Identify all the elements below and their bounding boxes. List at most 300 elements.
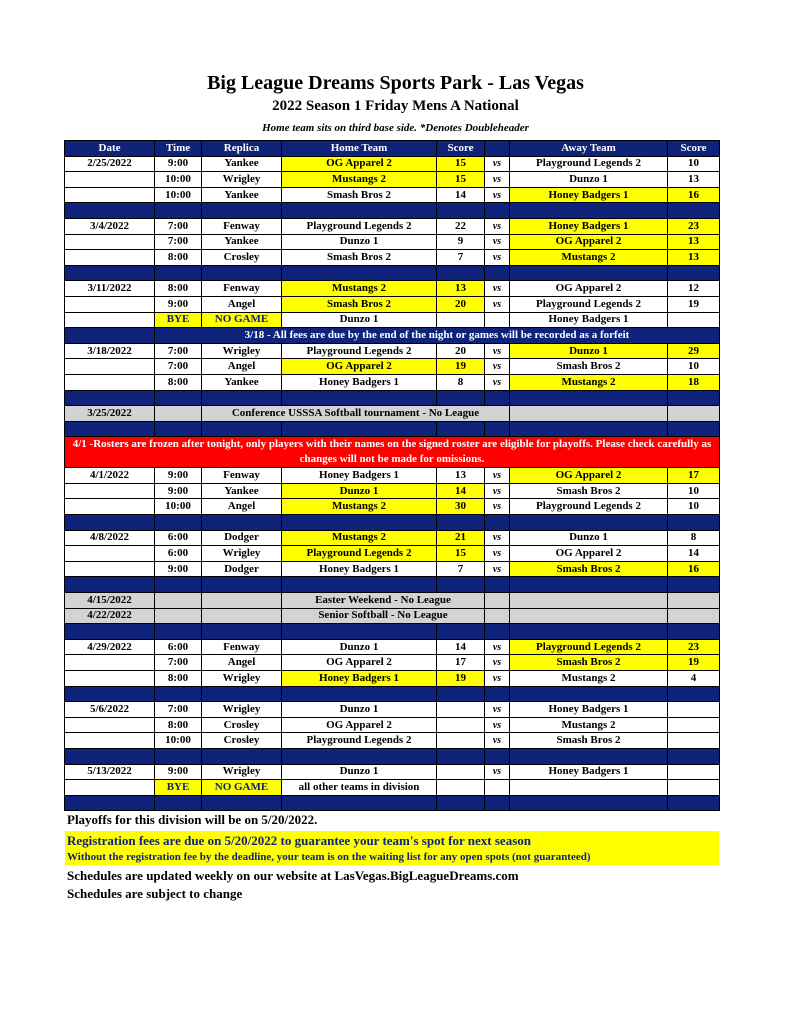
separator-cell	[202, 390, 282, 406]
separator-cell	[282, 203, 437, 219]
row-date	[65, 296, 155, 312]
row-home-score: 15	[437, 546, 485, 562]
row-date	[65, 312, 155, 328]
separator-cell	[65, 265, 155, 281]
row-home-score: 19	[437, 671, 485, 687]
game-row	[65, 281, 720, 297]
row-time: 7:00	[155, 218, 202, 234]
registration-notice: Registration fees are due on 5/20/2022 to guarantee your team's spot for next season	[67, 833, 531, 848]
separator-cell	[202, 421, 282, 437]
row-home-team: Honey Badgers 1	[282, 374, 437, 390]
row-home-team: OG Apparel 2	[282, 655, 437, 671]
row-replica: Angel	[202, 499, 282, 515]
separator-cell	[668, 421, 720, 437]
row-replica	[202, 593, 282, 609]
row-away-score: 13	[668, 172, 720, 188]
row-date	[65, 733, 155, 749]
separator-cell	[668, 624, 720, 640]
separator-cell	[65, 515, 155, 531]
row-time: 7:00	[155, 655, 202, 671]
separator-cell	[155, 577, 202, 593]
separator-cell	[282, 577, 437, 593]
no-league-text: Easter Weekend - No League	[282, 593, 485, 609]
row-date	[65, 187, 155, 203]
row-away-team: Smash Bros 2	[510, 655, 668, 671]
game-row	[65, 343, 720, 359]
row-replica	[202, 608, 282, 624]
row-replica: Fenway	[202, 639, 282, 655]
separator-cell	[510, 748, 668, 764]
row-time: 8:00	[155, 374, 202, 390]
row-time: 9:00	[155, 764, 202, 780]
row-home-team: Smash Bros 2	[282, 296, 437, 312]
row-home-score	[437, 733, 485, 749]
separator-cell	[668, 515, 720, 531]
separator-cell	[202, 265, 282, 281]
row-vs	[485, 780, 510, 796]
game-row	[65, 359, 720, 375]
row-replica: Wrigley	[202, 764, 282, 780]
row-away-team: Smash Bros 2	[510, 561, 668, 577]
separator-cell	[485, 515, 510, 531]
no-league-text: Conference USSSA Softball tournament - No League	[202, 406, 510, 422]
row-home-team: OG Apparel 2	[282, 717, 437, 733]
row-away-score: 10	[668, 156, 720, 172]
row-away-score	[668, 702, 720, 718]
separator-cell	[65, 203, 155, 219]
row-home-score: 20	[437, 343, 485, 359]
row-away-score: 23	[668, 639, 720, 655]
row-vs: vs	[485, 359, 510, 375]
notice-date-cell	[65, 328, 155, 344]
row-vs: vs	[485, 250, 510, 266]
row-home-team: Playground Legends 2	[282, 218, 437, 234]
row-date	[65, 671, 155, 687]
row-replica: Yankee	[202, 483, 282, 499]
row-away-team	[510, 608, 668, 624]
separator-cell	[510, 265, 668, 281]
row-time: 9:00	[155, 156, 202, 172]
row-home-score: 20	[437, 296, 485, 312]
row-home-score: 30	[437, 499, 485, 515]
column-header-home-score: Score	[437, 141, 485, 157]
row-home-team: Mustangs 2	[282, 499, 437, 515]
separator-cell	[437, 748, 485, 764]
separator-cell	[437, 265, 485, 281]
separator-cell	[485, 748, 510, 764]
separator-cell	[485, 390, 510, 406]
row-time: 7:00	[155, 359, 202, 375]
row-home-team: Dunzo 1	[282, 483, 437, 499]
row-home-score: 14	[437, 639, 485, 655]
separator-cell	[155, 686, 202, 702]
no-league-row	[65, 593, 720, 609]
row-vs: vs	[485, 156, 510, 172]
column-header-replica: Replica	[202, 141, 282, 157]
column-header-away-team: Away Team	[510, 141, 668, 157]
game-row	[65, 218, 720, 234]
row-away-team: OG Apparel 2	[510, 234, 668, 250]
row-away-team: Playground Legends 2	[510, 639, 668, 655]
waiting-list-notice: Without the registration fee by the deadline, your team is on the waiting list for any open spots (not guaranteed)	[67, 851, 591, 863]
no-league-row	[65, 608, 720, 624]
row-vs: vs	[485, 281, 510, 297]
playoffs-notice: Playoffs for this division will be on 5/20/2022.	[67, 812, 318, 827]
game-row	[65, 733, 720, 749]
row-replica: Wrigley	[202, 172, 282, 188]
separator-cell	[155, 421, 202, 437]
separator-cell	[437, 686, 485, 702]
row-time: 10:00	[155, 172, 202, 188]
row-away-team: Honey Badgers 1	[510, 187, 668, 203]
row-time: 8:00	[155, 717, 202, 733]
row-away-score	[668, 717, 720, 733]
game-row	[65, 374, 720, 390]
row-date: 3/4/2022	[65, 218, 155, 234]
game-row	[65, 483, 720, 499]
row-replica: Crosley	[202, 717, 282, 733]
row-home-team: Dunzo 1	[282, 312, 437, 328]
row-home-score: 13	[437, 468, 485, 484]
row-replica: Fenway	[202, 281, 282, 297]
row-away-team: Mustangs 2	[510, 717, 668, 733]
separator-cell	[485, 624, 510, 640]
row-home-score: 14	[437, 187, 485, 203]
bye-row	[65, 780, 720, 796]
row-away-team: Dunzo 1	[510, 172, 668, 188]
row-home-score	[437, 780, 485, 796]
column-header-away-score: Score	[668, 141, 720, 157]
row-time: 8:00	[155, 281, 202, 297]
separator-cell	[202, 515, 282, 531]
separator-cell	[155, 203, 202, 219]
row-date	[65, 561, 155, 577]
row-home-score: 14	[437, 483, 485, 499]
row-date	[65, 483, 155, 499]
row-home-team: Dunzo 1	[282, 234, 437, 250]
separator-cell	[668, 686, 720, 702]
row-home-team: OG Apparel 2	[282, 156, 437, 172]
row-away-score: 10	[668, 359, 720, 375]
row-home-team: Mustangs 2	[282, 530, 437, 546]
row-time: BYE	[155, 780, 202, 796]
row-date: 4/15/2022	[65, 593, 155, 609]
row-away-team: Honey Badgers 1	[510, 312, 668, 328]
row-away-score: 4	[668, 671, 720, 687]
separator-cell	[202, 686, 282, 702]
row-away-team: OG Apparel 2	[510, 468, 668, 484]
row-replica: Yankee	[202, 156, 282, 172]
separator-cell	[155, 390, 202, 406]
row-home-score	[437, 764, 485, 780]
separator-cell	[282, 624, 437, 640]
separator-cell	[485, 577, 510, 593]
row-replica: Angel	[202, 655, 282, 671]
row-time: 6:00	[155, 530, 202, 546]
separator-cell	[437, 795, 485, 811]
row-home-team: Honey Badgers 1	[282, 468, 437, 484]
row-home-team: Smash Bros 2	[282, 187, 437, 203]
row-replica: Yankee	[202, 234, 282, 250]
game-row	[65, 296, 720, 312]
table-header-row	[65, 141, 720, 157]
week-separator	[65, 265, 720, 281]
row-away-score: 29	[668, 343, 720, 359]
separator-cell	[485, 203, 510, 219]
column-header-vs	[485, 141, 510, 157]
row-vs: vs	[485, 671, 510, 687]
row-vs: vs	[485, 561, 510, 577]
separator-cell	[510, 203, 668, 219]
week-separator	[65, 624, 720, 640]
separator-cell	[485, 686, 510, 702]
page-subtitle: 2022 Season 1 Friday Mens A National	[272, 98, 519, 114]
week-separator	[65, 203, 720, 219]
row-away-score: 16	[668, 561, 720, 577]
row-home-team: Mustangs 2	[282, 172, 437, 188]
separator-cell	[510, 624, 668, 640]
schedule-table	[64, 140, 720, 811]
row-home-team: Playground Legends 2	[282, 546, 437, 562]
game-row	[65, 250, 720, 266]
row-replica: Angel	[202, 359, 282, 375]
row-home-score: 19	[437, 359, 485, 375]
row-time: 10:00	[155, 499, 202, 515]
row-home-score	[437, 717, 485, 733]
separator-cell	[282, 515, 437, 531]
row-away-score	[668, 406, 720, 422]
row-away-team: Dunzo 1	[510, 530, 668, 546]
week-separator	[65, 390, 720, 406]
row-time: 10:00	[155, 733, 202, 749]
row-away-team: Smash Bros 2	[510, 483, 668, 499]
row-vs: vs	[485, 530, 510, 546]
row-home-score: 21	[437, 530, 485, 546]
row-home-score: 9	[437, 234, 485, 250]
separator-cell	[155, 515, 202, 531]
game-row	[65, 499, 720, 515]
game-row	[65, 671, 720, 687]
separator-cell	[485, 795, 510, 811]
separator-cell	[282, 795, 437, 811]
row-time: BYE	[155, 312, 202, 328]
row-home-score	[437, 702, 485, 718]
row-time: 8:00	[155, 671, 202, 687]
row-away-team: Mustangs 2	[510, 374, 668, 390]
row-away-team: Honey Badgers 1	[510, 764, 668, 780]
row-away-score: 13	[668, 250, 720, 266]
row-date	[65, 717, 155, 733]
separator-cell	[65, 624, 155, 640]
row-home-score: 8	[437, 374, 485, 390]
game-row	[65, 234, 720, 250]
separator-cell	[155, 795, 202, 811]
change-notice: Schedules are subject to change	[67, 886, 243, 901]
row-time	[155, 608, 202, 624]
row-home-team: OG Apparel 2	[282, 359, 437, 375]
separator-cell	[65, 686, 155, 702]
separator-cell	[668, 748, 720, 764]
separator-cell	[155, 265, 202, 281]
row-vs: vs	[485, 343, 510, 359]
separator-cell	[668, 203, 720, 219]
separator-cell	[65, 795, 155, 811]
row-time: 6:00	[155, 639, 202, 655]
row-home-team: Honey Badgers 1	[282, 671, 437, 687]
row-away-score: 19	[668, 296, 720, 312]
separator-cell	[282, 748, 437, 764]
row-date	[65, 250, 155, 266]
row-date: 5/13/2022	[65, 764, 155, 780]
row-vs: vs	[485, 499, 510, 515]
row-home-score: 15	[437, 172, 485, 188]
week-separator	[65, 686, 720, 702]
game-row	[65, 468, 720, 484]
row-replica: Wrigley	[202, 343, 282, 359]
row-away-team: Playground Legends 2	[510, 499, 668, 515]
separator-cell	[65, 390, 155, 406]
website-notice: Schedules are updated weekly on our website at LasVegas.BigLeagueDreams.com	[67, 868, 519, 883]
week-separator	[65, 795, 720, 811]
row-vs	[485, 312, 510, 328]
row-time	[155, 406, 202, 422]
row-date	[65, 546, 155, 562]
row-home-team: Dunzo 1	[282, 702, 437, 718]
game-row	[65, 546, 720, 562]
row-vs	[485, 593, 510, 609]
game-row	[65, 156, 720, 172]
row-replica: Wrigley	[202, 671, 282, 687]
row-away-team	[510, 780, 668, 796]
row-away-score	[668, 608, 720, 624]
row-away-team	[510, 593, 668, 609]
row-vs: vs	[485, 639, 510, 655]
row-away-team: Playground Legends 2	[510, 296, 668, 312]
row-away-score: 23	[668, 218, 720, 234]
row-away-team: OG Apparel 2	[510, 546, 668, 562]
row-date: 3/11/2022	[65, 281, 155, 297]
row-home-score: 7	[437, 250, 485, 266]
schedule-body	[65, 156, 720, 811]
separator-cell	[65, 748, 155, 764]
row-home-team: all other teams in division	[282, 780, 437, 796]
notice-text: 3/18 - All fees are due by the end of the night or games will be recorded as a forfeit	[155, 328, 720, 344]
row-date	[65, 499, 155, 515]
row-vs: vs	[485, 546, 510, 562]
row-vs: vs	[485, 172, 510, 188]
row-replica: Yankee	[202, 187, 282, 203]
row-time	[155, 593, 202, 609]
row-away-score: 12	[668, 281, 720, 297]
row-away-team: Mustangs 2	[510, 671, 668, 687]
row-time: 6:00	[155, 546, 202, 562]
row-away-team: Honey Badgers 1	[510, 218, 668, 234]
row-date: 3/18/2022	[65, 343, 155, 359]
separator-cell	[202, 203, 282, 219]
separator-cell	[437, 624, 485, 640]
separator-cell	[510, 390, 668, 406]
week-separator	[65, 421, 720, 437]
row-home-team: Honey Badgers 1	[282, 561, 437, 577]
row-time: 7:00	[155, 343, 202, 359]
week-separator	[65, 748, 720, 764]
separator-cell	[155, 748, 202, 764]
row-replica: Wrigley	[202, 546, 282, 562]
bye-row	[65, 312, 720, 328]
row-replica: Yankee	[202, 374, 282, 390]
no-league-row	[65, 406, 720, 422]
row-replica: Dodger	[202, 561, 282, 577]
column-header-date: Date	[65, 141, 155, 157]
alert-text: 4/1 -Rosters are frozen after tonight, only players with their names on the signed roster are eligible for playoffs. Please check carefully as changes will not be made for omissions.	[65, 437, 720, 468]
row-date: 3/25/2022	[65, 406, 155, 422]
row-date: 4/8/2022	[65, 530, 155, 546]
separator-cell	[437, 577, 485, 593]
page-title: Big League Dreams Sports Park - Las Vegas	[207, 72, 584, 94]
game-row	[65, 717, 720, 733]
row-away-score	[668, 312, 720, 328]
row-away-team: Smash Bros 2	[510, 733, 668, 749]
row-home-team: Playground Legends 2	[282, 733, 437, 749]
separator-cell	[65, 577, 155, 593]
row-vs: vs	[485, 717, 510, 733]
separator-cell	[282, 421, 437, 437]
row-home-team: Playground Legends 2	[282, 343, 437, 359]
separator-cell	[668, 265, 720, 281]
separator-cell	[510, 795, 668, 811]
row-time: 9:00	[155, 561, 202, 577]
row-vs: vs	[485, 374, 510, 390]
row-home-score	[437, 312, 485, 328]
separator-cell	[437, 390, 485, 406]
row-home-team: Mustangs 2	[282, 281, 437, 297]
row-vs: vs	[485, 702, 510, 718]
column-header-time: Time	[155, 141, 202, 157]
separator-cell	[202, 577, 282, 593]
game-row	[65, 655, 720, 671]
week-separator	[65, 515, 720, 531]
separator-cell	[282, 265, 437, 281]
fee-notice-row	[65, 328, 720, 344]
week-separator	[65, 577, 720, 593]
row-date: 2/25/2022	[65, 156, 155, 172]
game-row	[65, 639, 720, 655]
row-away-score: 14	[668, 546, 720, 562]
row-date	[65, 234, 155, 250]
separator-cell	[510, 577, 668, 593]
row-away-team: Honey Badgers 1	[510, 702, 668, 718]
column-header-home-team: Home Team	[282, 141, 437, 157]
row-time: 10:00	[155, 187, 202, 203]
row-home-team: Smash Bros 2	[282, 250, 437, 266]
row-home-score: 15	[437, 156, 485, 172]
game-row	[65, 187, 720, 203]
separator-cell	[485, 421, 510, 437]
separator-cell	[668, 577, 720, 593]
row-away-score: 16	[668, 187, 720, 203]
separator-cell	[437, 515, 485, 531]
row-away-score: 19	[668, 655, 720, 671]
row-away-team: Mustangs 2	[510, 250, 668, 266]
row-away-score	[668, 764, 720, 780]
separator-cell	[65, 421, 155, 437]
separator-cell	[485, 265, 510, 281]
separator-cell	[437, 421, 485, 437]
row-away-score: 10	[668, 499, 720, 515]
separator-cell	[510, 686, 668, 702]
row-away-score: 17	[668, 468, 720, 484]
row-time: 9:00	[155, 483, 202, 499]
